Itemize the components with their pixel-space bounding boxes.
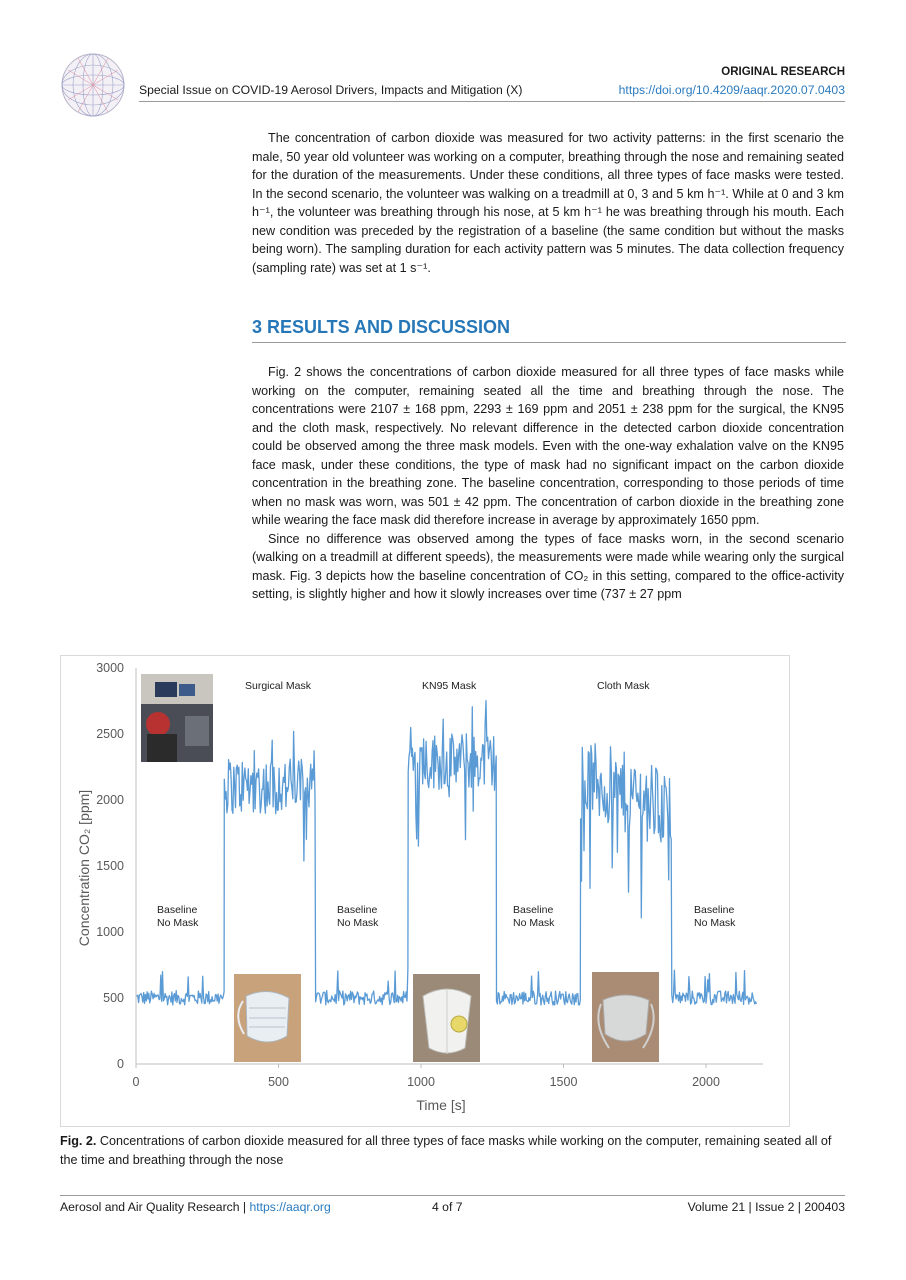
- y-axis-label: Concentration CO₂ [ppm]: [76, 789, 92, 947]
- svg-text:Baseline: Baseline: [513, 904, 554, 916]
- caption-label: Fig. 2.: [60, 1134, 97, 1148]
- section-heading: 3 RESULTS AND DISCUSSION: [252, 317, 846, 343]
- journal-issue: Special Issue on COVID-19 Aerosol Drivers, Impacts and Mitigation (X): [139, 83, 523, 97]
- footer-url[interactable]: https://aaqr.org: [249, 1200, 331, 1214]
- svg-text:Baseline: Baseline: [694, 904, 735, 916]
- header-rule: [139, 101, 845, 102]
- y-tick-label: 500: [103, 991, 124, 1005]
- co2-line-chart: [61, 656, 789, 1126]
- svg-text:Baseline: Baseline: [157, 904, 198, 916]
- cloth-mask-photo: [592, 972, 659, 1062]
- y-tick-label: 3000: [96, 661, 124, 675]
- journal-logo: [60, 52, 126, 118]
- svg-text:No Mask: No Mask: [513, 917, 555, 929]
- body-column-results: [252, 363, 844, 604]
- article-type: ORIGINAL RESEARCH: [721, 66, 845, 78]
- x-tick-label: 1000: [407, 1075, 435, 1089]
- figure-caption: [60, 1132, 844, 1169]
- svg-text:No Mask: No Mask: [157, 917, 199, 929]
- y-tick-label: 0: [117, 1057, 124, 1071]
- svg-text:Baseline: Baseline: [337, 904, 378, 916]
- footer-journal: [60, 1200, 331, 1214]
- doi-link[interactable]: https://doi.org/10.4209/aaqr.2020.07.0403: [618, 83, 845, 97]
- surgical-mask-photo: [234, 974, 301, 1062]
- y-tick-label: 1500: [96, 859, 124, 873]
- body-column-top: [252, 129, 844, 277]
- kn95-mask-photo: [413, 974, 480, 1062]
- label-kn95-mask: KN95 Mask: [422, 680, 477, 692]
- paragraph-results-1: Fig. 2 shows the concentrations of carbon dioxide measured for all three types of face masks while working on the computer, remaining seated all the time and breathing through the nose. The concentrations were 2107 ± 168 ppm, 2293 ± 169 ppm and 2051 ± 238 ppm for the surgical, the KN95 and the cloth mask, respectively. No relevant difference in the detected carbon dioxide concentration could be observed among the three mask models. Even with the one-way exhalation valve on the KN95 face mask, under these conditions, the type of mask had no significant impact on the carbon dioxide concentration in the breathing zone. The baseline concentration, corresponding to those periods of time when no mask was worn, was 501 ± 42 ppm. The concentration of carbon dioxide in the breathing zone while wearing the face mask did therefore increase in average by approximately 1650 ppm.: [252, 365, 844, 527]
- baseline-label-4: [694, 904, 736, 929]
- y-tick-label: 1000: [96, 925, 124, 939]
- label-surgical-mask: Surgical Mask: [245, 680, 311, 692]
- figure-2: [60, 655, 790, 1127]
- baseline-label-3: [513, 904, 555, 929]
- label-cloth-mask: Cloth Mask: [597, 680, 650, 692]
- footer-volume: Volume 21 | Issue 2 | 200403: [687, 1200, 845, 1214]
- x-tick-label: 0: [132, 1075, 140, 1089]
- footer-page: 4 of 7: [432, 1200, 463, 1214]
- y-tick-label: 2500: [96, 727, 124, 741]
- footer-rule: [60, 1195, 845, 1196]
- co2-series-line: [136, 701, 756, 1005]
- footer-journal-name: Aerosol and Air Quality Research |: [60, 1200, 250, 1214]
- paragraph-results-2: Since no difference was observed among the types of face masks worn, in the second scenario (walking on a treadmill at different speeds), the measurements were made while wearing only the surgical mask. Fig. 3 depicts how the baseline concentration of CO₂ in this setting, compared to the office-activity setting, is slightly higher and how it slowly increases over time (737 ± 27 ppm: [252, 531, 844, 601]
- svg-text:No Mask: No Mask: [337, 917, 379, 929]
- x-tick-label: 1500: [549, 1075, 578, 1089]
- paragraph-methods: The concentration of carbon dioxide was measured for two activity patterns: in the first scenario the male, 50 year old volunteer was working on a computer, breathing through the nose and remaining seated for the duration of the measurements. Under these conditions, all three types of face masks were tested. In the second scenario, the volunteer was walking on a treadmill at 0, 3 and 5 km h⁻¹. While at 0 and 3 km h⁻¹, the volunteer was breathing through his nose, at 5 km h⁻¹ he was breathing through his mouth. Each new condition was preceded by the registration of a baseline (the same condition but without the masks being worn). The sampling duration for each activity pattern was 5 minutes. The data collection frequency (sampling rate) was set at 1 s⁻¹.: [252, 131, 844, 275]
- x-tick-label: 500: [268, 1075, 289, 1089]
- baseline-label-1: [157, 904, 199, 929]
- baseline-label-2: [337, 904, 379, 929]
- x-axis-label: Time [s]: [416, 1097, 466, 1113]
- svg-text:No Mask: No Mask: [694, 917, 736, 929]
- caption-text: Concentrations of carbon dioxide measured for all three types of face masks while working on the computer, remaining seated all of the time and breathing through the nose: [60, 1134, 832, 1167]
- y-tick-label: 2000: [96, 793, 124, 807]
- office-photo: [141, 674, 213, 762]
- x-tick-label: 2000: [692, 1075, 720, 1089]
